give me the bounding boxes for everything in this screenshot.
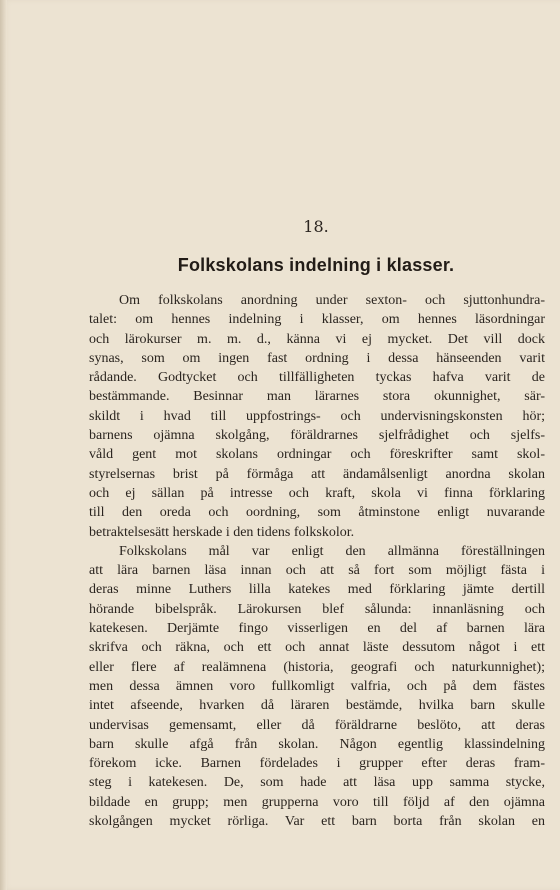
- text-line: förekom icke. Barnen fördelades i grupper efter deras fram-: [89, 756, 545, 772]
- text-line: till den oreda och oordning, som åtminstone enligt nuvarande: [89, 505, 545, 521]
- text-line: barn skulle afgå från skolan. Någon egentlig klassindelning: [89, 736, 545, 752]
- text-line: och lärokurser m. m. d., känna vi ej mycket. Det vill dock: [89, 331, 545, 347]
- text-line: synas, som om ingen fast ordning i dessa hänseenden varit: [89, 350, 545, 366]
- text-line: Om folkskolans anordning under sexton- och sjuttonhundra-: [119, 293, 545, 308]
- body-text: [89, 291, 545, 831]
- text-line: steg i katekesen. De, som hade att läsa upp samma stycke,: [89, 775, 545, 791]
- text-line: bildade en grupp; men grupperna voro till följd af den ojämna: [89, 794, 545, 810]
- page-spine-shadow: [0, 0, 7, 890]
- text-line: eller flere af realämnena (historia, geografi och naturkunnighet);: [89, 659, 545, 675]
- chapter-title: Folkskolans indelning i klasser.: [177, 255, 455, 275]
- page-number: 18.: [303, 217, 329, 236]
- text-line: rådande. Godtycket och tillfälligheten tyckas hafva varit de: [89, 370, 545, 386]
- text-line: intet afseende, hvarken då läraren bestämde, hvilka barn skulle: [89, 698, 545, 714]
- text-line: skrifva och räkna, och ett och annat läste dessutom något i ett: [89, 640, 545, 656]
- text-line: katekesen. Derjämte fingo visserligen en del af barnen lära: [89, 621, 545, 637]
- text-line: styrelsernas brist på förmåga att ändamålsenligt anordna skolan: [89, 466, 545, 482]
- text-line: bestämmande. Besinnar man lärarnes stora okunnighet, sär-: [89, 389, 545, 405]
- text-line: skolgången mycket rörliga. Var ett barn borta från skolan en: [89, 814, 545, 830]
- text-line: betraktelsesätt herskade i den tidens folkskolor.: [89, 524, 355, 540]
- text-line: skildt i hvad till uppfostrings- och undervisningskonsten hör;: [89, 408, 545, 424]
- text-line: talet: om hennes indelning i klasser, om hennes läsordningar: [89, 312, 545, 328]
- text-line: men dessa ämnen voro fullkomligt valfria, och på dem fästes: [89, 678, 545, 694]
- text-line: och ej sällan på intresse och kraft, skola vi finna förklaring: [89, 485, 545, 501]
- text-line: Folkskolans mål var enligt den allmänna föreställningen: [119, 543, 545, 559]
- text-line: deras minne Luthers lilla katekes med förklaring jämte dertill: [89, 582, 545, 598]
- text-line: hörande bibelspråk. Lärokursen blef sålunda: innanläsning och: [89, 601, 545, 617]
- text-line: barnens ojämna skolgång, föräldrarnes sjelfrådighet och sjelfs-: [89, 428, 545, 444]
- text-line: att lära barnen läsa innan och att så fort som möjligt fästa i: [89, 563, 545, 579]
- text-line: undervisas gemensamt, eller då föräldrarne beslöto, att deras: [89, 717, 545, 733]
- text-line: våld gent mot skolans ordningar och föreskrifter samt skol-: [89, 447, 545, 463]
